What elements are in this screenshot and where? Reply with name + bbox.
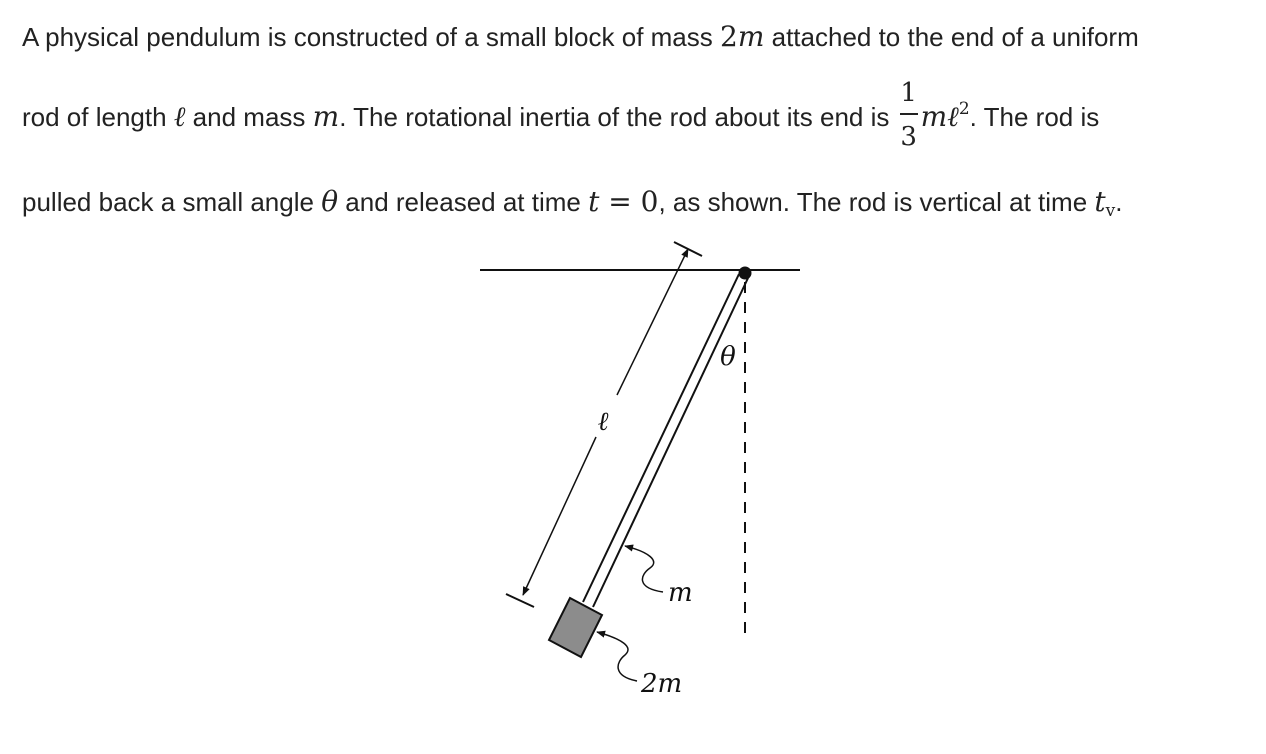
line3-text-a: pulled back a small angle (22, 187, 322, 217)
line2-text-d: . The rod is (969, 102, 1100, 132)
time-zero: 0 (640, 185, 659, 218)
length-tick-top (674, 242, 702, 256)
vertical-time-variable: t (1094, 185, 1106, 218)
line3-text-b: and released at time (338, 187, 589, 217)
block-mass-label: 2m (641, 669, 683, 699)
rod-length-variable: ℓ (173, 100, 186, 133)
line2-text-b: and mass (185, 102, 313, 132)
pivot-point (739, 267, 752, 280)
block-mass-coefficient: 2 (720, 20, 738, 53)
inertia-exponent: 2 (958, 99, 970, 119)
time-variable: t (588, 185, 600, 218)
block-mass-variable: m (737, 20, 765, 53)
length-label: ℓ (597, 407, 609, 437)
theta-label: θ (720, 342, 736, 372)
rod-mass-leader-arrow (625, 546, 663, 592)
rod-mass-variable: m (312, 100, 340, 133)
line2-text-c: . The rotational inertia of the rod about its end is (339, 102, 897, 132)
line1-text-a: A physical pendulum is constructed of a small block of mass (22, 22, 720, 52)
line1-text-b: attached to the end of a uniform (764, 22, 1139, 52)
fraction-numerator: 1 (900, 78, 917, 108)
block-mass-leader-arrow (597, 632, 637, 681)
rod-edge-right (593, 278, 748, 607)
angle-variable: θ (321, 185, 339, 218)
line2-text-a: rod of length (22, 102, 174, 132)
length-tick-bottom (506, 594, 534, 607)
equals-sign: = (599, 185, 641, 218)
inertia-variables: mℓ (920, 100, 959, 133)
rod-edge-left (583, 274, 739, 602)
fraction-denominator: 3 (900, 122, 917, 152)
line3-text-c: , as shown. The rod is vertical at time (658, 187, 1095, 217)
length-dimension-bottom (523, 437, 596, 595)
vertical-time-subscript: v (1105, 201, 1116, 221)
line3-text-d: . (1115, 187, 1123, 217)
rod-mass-label: m (668, 578, 693, 608)
